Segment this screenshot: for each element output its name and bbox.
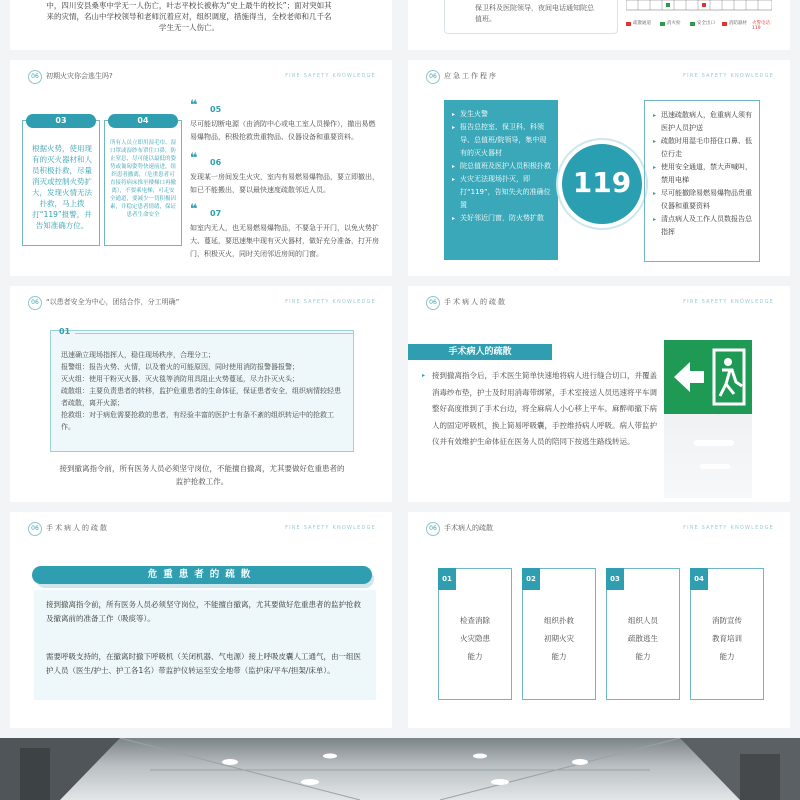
card-03-label: 03 <box>26 114 96 128</box>
slide-7 <box>10 512 392 728</box>
ability-card-line: 能力 <box>635 652 651 661</box>
ability-card-line: 组织人员 <box>628 616 658 625</box>
quote-icon: ❝ <box>190 202 198 217</box>
procedure-left-list <box>452 108 552 225</box>
procedure-left-panel <box>444 100 558 260</box>
ability-card-line: 火灾隐患 <box>460 634 490 643</box>
ability-card-line: 教育培训 <box>712 634 742 643</box>
ability-card-number: 01 <box>438 568 456 590</box>
section-banner <box>408 344 552 360</box>
critical-banner <box>32 566 372 584</box>
card-04 <box>104 120 182 246</box>
critical-paragraph-1: 接到撤离指令前，所有医务人员必须坚守岗位，不能擅自撤离，尤其要做好危重患者的监护抢救及撤离前的准备工作（吸痰等）。 <box>46 600 361 623</box>
legend-item-1: 疏散通道 <box>633 21 651 26</box>
slide-6-text: 接到撤离指令后，手术医生简单快速地将病人进行缝合切口，并覆盖消毒纱布垫，护士及时用消毒带绑紧，手术室接送人员迅速将平车调整好高度推到了手术台边，将全麻病人小心移上平车。麻醉师撤下病人的固定呼吸机，换上简易呼吸囊，手控维持病人呼吸。病人带监护仪并有效维护生命体征在医务人员的陪同下按逃生路线转运。 <box>432 371 657 446</box>
ability-card-number: 03 <box>606 568 624 590</box>
corridor-ceiling-graphic <box>0 738 800 800</box>
procedure-right-panel <box>644 100 760 262</box>
ability-card-line: 初期火灾 <box>544 634 574 643</box>
slide-title: 应急工作程序 <box>444 72 498 80</box>
slide-3 <box>10 60 392 276</box>
slide-subtitle-english: FIRE SAFETY KNOWLEDGE <box>683 525 774 531</box>
item-text: 发现某一房间发生火灾，室内有易燃易爆物品，要立即撤出，如已不能搬出，要以最快速度疏散邻近人员。 <box>190 173 379 194</box>
slide-2-text: 保卫科及医院领导，夜间电话通知院总值班。 <box>475 4 594 23</box>
floor-plan <box>626 0 772 18</box>
legend-item-3: 安全出口 <box>697 21 715 26</box>
list-item: ▸ 火灾无法现场扑灭，即打“119”，告知失火的准确位置 <box>452 173 552 212</box>
ability-card-number: 02 <box>522 568 540 590</box>
section-number: 06 <box>426 70 440 84</box>
slide-title: 手术病人的疏散 <box>444 524 493 532</box>
slide-8 <box>408 512 790 728</box>
duties-box-topline <box>75 333 353 334</box>
ability-card-01 <box>438 568 512 700</box>
slide-subtitle-english: FIRE SAFETY KNOWLEDGE <box>285 73 376 79</box>
item-number: 07 <box>210 209 222 218</box>
slide-subtitle-english: FIRE SAFETY KNOWLEDGE <box>285 299 376 305</box>
card-03 <box>22 120 100 246</box>
floor-plan-graphic <box>626 0 772 18</box>
floor-plan-legend <box>626 20 776 30</box>
legend-item-5: 火警电话：119 <box>752 21 775 31</box>
ability-card-line: 疏散逃生 <box>628 634 658 643</box>
list-item: ▸ 报告总控室、保卫科、科领导、总值班/院领导，集中现有的灭火器材 <box>452 121 552 160</box>
bullet-icon: ▸ <box>422 372 426 379</box>
legend-item-4: 消防器材 <box>729 21 747 26</box>
ability-card-04 <box>690 568 764 700</box>
emergency-number-circle <box>558 140 646 228</box>
legend-exit-icon <box>626 22 631 26</box>
slide-title: “以患者安全为中心，团结合作，分工明确” <box>46 298 180 306</box>
ability-card-line: 能力 <box>467 652 483 661</box>
section-number: 06 <box>28 296 42 310</box>
slide-header <box>28 70 376 84</box>
slide-2-textbox <box>444 0 618 34</box>
corridor-light <box>700 464 730 469</box>
slide-1 <box>10 0 392 50</box>
card-03-text: 根据火势，使用现有的灭火器材和人员积极扑救，尽量消灭或控制火势扩大，发现火情无法扑救，马上拨打“119”报警，并告知准确方位。 <box>32 144 92 230</box>
emergency-number: 119 <box>572 166 632 199</box>
slide-1-text: 中，四川安县桑枣中学无一人伤亡，叶志平校长被称为“史上最牛的校长”；面对突如其来的灾情，名山中学校领导和老师沉着应对，组织调度，措施得当，全校老师和几千名学生无一人伤亡。 <box>46 1 332 32</box>
item-number: 05 <box>210 105 222 114</box>
corridor-photo <box>0 738 800 800</box>
quote-icon: ❝ <box>190 151 198 166</box>
exit-running-man-icon <box>664 340 752 414</box>
duty-line: 抢救组：对于病危需要抢救的患者，有经验丰富的医护士有条不紊的组织转运中的抢救工作。 <box>61 411 334 431</box>
list-item: ▸ 发生火警 <box>452 108 552 121</box>
ability-card-03 <box>606 568 680 700</box>
section-number: 06 <box>426 296 440 310</box>
critical-banner-text: 危重患者的疏散 <box>147 569 257 580</box>
legend-hydrant-icon <box>660 22 665 26</box>
slide-4 <box>408 60 790 276</box>
slide-title: 初期火灾你会逃生吗? <box>46 72 113 80</box>
duty-line: 迅速确立现场指挥人，稳住现场秩序，合理分工； <box>61 351 215 359</box>
duties-box <box>50 327 354 452</box>
legend-item-2: 消火栓 <box>667 21 681 26</box>
list-item: ▸ 清点病人及工作人员数报告总指挥 <box>653 213 753 239</box>
slide-header <box>28 296 376 310</box>
slide-subtitle-english: FIRE SAFETY KNOWLEDGE <box>683 299 774 305</box>
card-04-label: 04 <box>108 114 178 128</box>
list-item: ▸ 迅速疏散病人，危重病人须有医护人员护送 <box>653 109 753 135</box>
section-banner-text: 手术病人的疏散 <box>448 347 512 357</box>
list-item: ▸ 院总值班及医护人员积极扑救 <box>452 160 552 173</box>
item-text: 如室内无人，也无易燃易爆物品，不要急于开门，以免火势扩大、蔓延，要迅速集中现有灭火器材，做好充分准备，打开房门，积极灭火，同时关闭邻近房间的门窗。 <box>190 224 379 258</box>
legend-extinguisher-icon <box>722 22 727 26</box>
corridor-light <box>694 440 734 446</box>
ability-card-line: 组织扑救 <box>544 616 574 625</box>
legend-safe-exit-icon <box>690 22 695 26</box>
section-number: 06 <box>426 522 440 536</box>
slide-title: 手术病人的疏散 <box>444 298 507 306</box>
list-item: ▸ 关好邻近门窗，防火势扩散 <box>452 212 552 225</box>
slide-subtitle-english: FIRE SAFETY KNOWLEDGE <box>285 525 376 531</box>
ability-card-line: 消防宣传 <box>712 616 742 625</box>
item-text: 尽可能切断电源（由消防中心或电工室人员操作），撤出易燃易爆物品，积极抢救贵重物品、仪器设备和重要资料。 <box>190 120 376 141</box>
duties-list <box>61 349 347 433</box>
critical-paragraph-2: 需要呼吸支持的，在撤离时撤下呼吸机（关闭机器、气电源）接上呼吸皮囊人工通气，由一组医护人员（医生/护士、护工各1名）带监护仪转运至安全地带（监护床/平车/担架/床单）。 <box>46 652 361 675</box>
slide-header <box>426 70 774 84</box>
ability-card-line: 能力 <box>551 652 567 661</box>
procedure-right-list <box>653 109 753 239</box>
list-item: ▸ 使用安全通道，禁大声喊叫，禁用电梯 <box>653 161 753 187</box>
duty-line: 灭火组：使用干粉灭火器、灭火毯等消防用具阻止火势蔓延，尽力扑灭火头； <box>61 375 299 383</box>
slide-header <box>28 522 376 536</box>
ability-card-number: 04 <box>690 568 708 590</box>
slide-5 <box>10 286 392 502</box>
slide-5-footer: 接到撤离指令前，所有医务人员必须坚守岗位，不能擅自撤离，尤其要做好危重患者的监护抢救工作。 <box>59 464 345 486</box>
slide-title: 手术病人的疏散 <box>46 524 109 532</box>
ability-card-line: 能力 <box>719 652 735 661</box>
card-04-text: 所有人员立即用湿毛巾、湿口罩或湿纱布罩住口鼻，防止窒息，尽可能以最低的姿势或匍匐姿势快速前进，组织患者撤离，（危重患者可直接将病床推至楼梯口再撤离），不要乘电梯，可走安全通道，要减少一切积极因素，并稳定患者情绪，保证患者生命安全 <box>110 140 177 218</box>
ability-card-line: 检查消除 <box>460 616 490 625</box>
quote-icon: ❝ <box>190 98 198 113</box>
exit-sign <box>664 340 752 414</box>
duties-box-label: 01 <box>59 327 71 336</box>
slide-2 <box>408 0 790 50</box>
ability-card-02 <box>522 568 596 700</box>
list-item: ▸ 疏散时用湿毛巾捂住口鼻、低位行走 <box>653 135 753 161</box>
critical-panel <box>34 590 376 700</box>
duty-line: 疏散组：主要负责患者的转移，监护危重患者的生命体征，保证患者安全，组织病情较轻患者疏散，离开火源； <box>61 387 341 407</box>
slide-header <box>426 296 774 310</box>
slide-header <box>426 522 774 536</box>
slide-6 <box>408 286 790 502</box>
list-item: ▸ 尽可能撤除易燃易爆物品贵重仪器和重要资料 <box>653 187 753 213</box>
section-number: 06 <box>28 522 42 536</box>
section-number: 06 <box>28 70 42 84</box>
exit-sign-image <box>664 340 752 498</box>
slide-subtitle-english: FIRE SAFETY KNOWLEDGE <box>683 73 774 79</box>
item-number: 06 <box>210 158 222 167</box>
duty-line: 报警组：报告火势、火情，以及着火的可能原因，同时使用消防报警器报警； <box>61 363 299 371</box>
